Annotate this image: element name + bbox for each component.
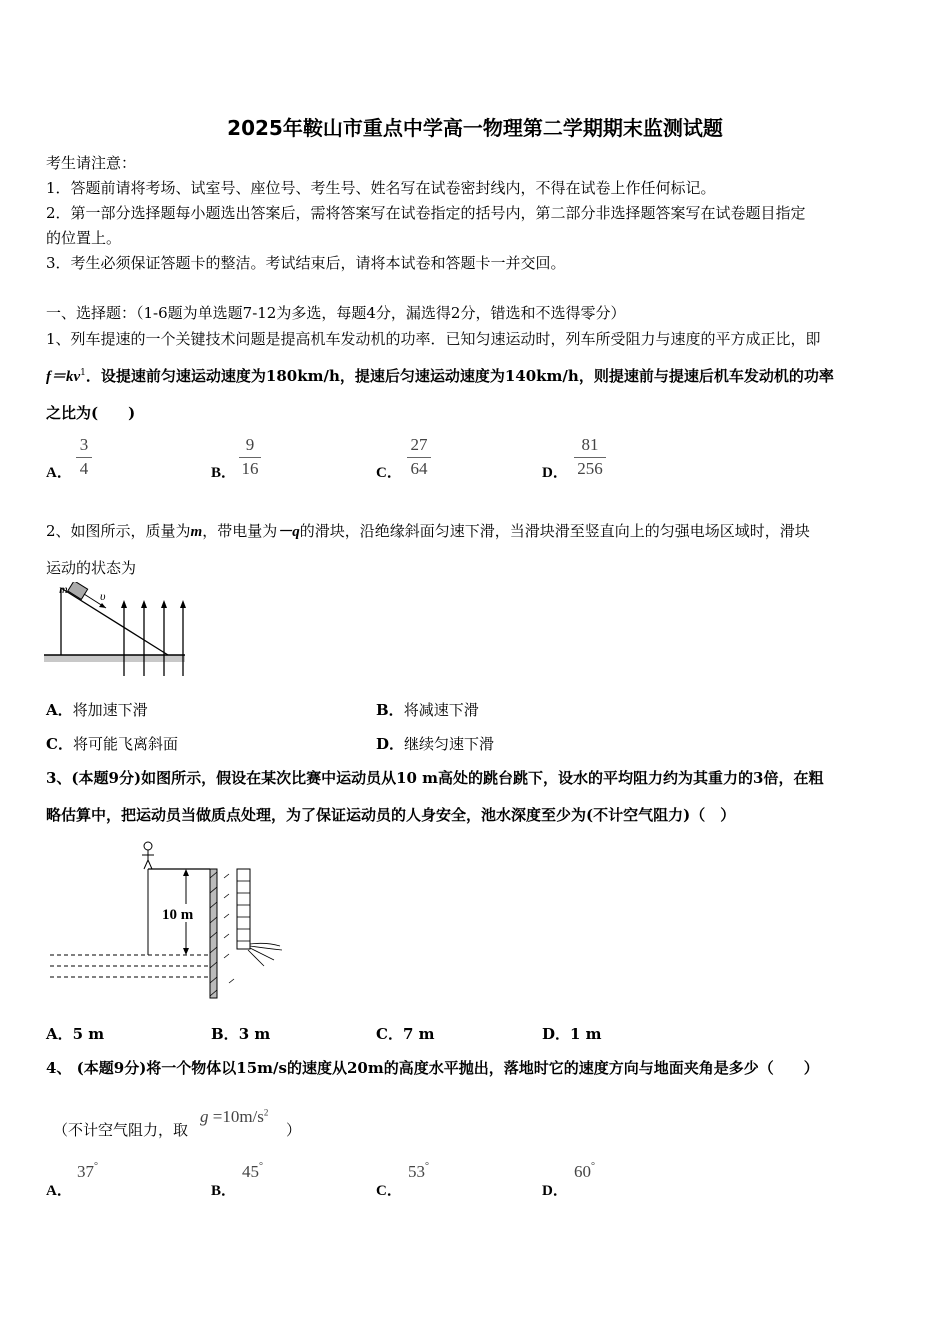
fraction-numerator: 27 [410, 435, 428, 454]
angle-value: 53 [408, 1162, 425, 1181]
option-text: 将可能飞离斜面 [72, 735, 178, 753]
notice-item: 1．答题前请将考场、试室号、座位号、考生号、姓名写在试卷密封线内，不得在试卷上作任何标记。 [46, 179, 716, 197]
q2-mass-symbol: m [190, 524, 203, 540]
q4-option-c-letter: C． [376, 1183, 402, 1199]
diver-figure [142, 842, 154, 869]
q3-diving-figure [44, 838, 289, 1003]
option-text: 将加速下滑 [72, 701, 148, 719]
height-arrowhead-bottom [183, 948, 189, 955]
degree-symbol: ° [425, 1161, 429, 1172]
option-letter: D． [376, 735, 405, 753]
angle-value: 37 [77, 1162, 94, 1181]
option-letter: A． [46, 701, 73, 719]
sliding-block [68, 582, 88, 599]
q2-text-part: ，带电量为 [202, 522, 278, 540]
incline-slope [61, 588, 168, 655]
q1-option-a-fraction [76, 435, 92, 479]
q4-option-b-angle [242, 1161, 263, 1182]
q4-option-a-letter: A． [46, 1183, 72, 1199]
height-arrowhead-top [183, 869, 189, 876]
q3-option-d [542, 1023, 602, 1044]
q4-option-c-angle [408, 1161, 429, 1182]
q1-text-line3: 之比为( ) [46, 404, 136, 422]
q2-option-c [46, 733, 178, 754]
q1-option-c-fraction [407, 435, 431, 479]
q2-charge-symbol: －q [277, 524, 300, 540]
q4-note-pre: （不计空气阻力，取 [53, 1121, 189, 1139]
option-letter: D． [542, 1025, 571, 1043]
electric-field-arrowheads [121, 600, 186, 608]
notice-item: 的位置上。 [46, 229, 122, 247]
fraction-denominator: 256 [577, 459, 603, 478]
gravity-symbol: g [200, 1107, 209, 1126]
q1-text-line2 [46, 365, 834, 386]
tower-rungs [237, 881, 250, 941]
q1-option-a-letter: A． [46, 465, 72, 481]
fraction-numerator: 9 [245, 435, 255, 454]
fraction-numerator: 81 [581, 435, 599, 454]
q3-option-b [211, 1023, 270, 1044]
q3-text-line2: 略估算中，把运动员当做质点处理，为了保证运动员的人身安全，池水深度至少为(不计空气阻力)（ ） [46, 806, 736, 824]
option-letter: B． [211, 1025, 239, 1043]
fraction-bar [76, 457, 92, 458]
angle-value: 60 [574, 1162, 591, 1181]
notice-item: 2．第一部分选择题每小题选出答案后，需将答案写在试卷指定的括号内，第二部分非选择题答案写在试卷题目指定 [46, 204, 806, 222]
fraction-bar [239, 457, 261, 458]
q2-text-line1 [46, 520, 810, 541]
fraction-denominator: 4 [79, 459, 89, 478]
degree-symbol: ° [591, 1161, 595, 1172]
option-text: 7 m [402, 1025, 435, 1043]
electric-field-lines [124, 605, 183, 676]
q2-option-d [376, 733, 494, 754]
fraction-denominator: 64 [410, 459, 428, 478]
fraction-bar [407, 457, 431, 458]
water-surface-lines [50, 955, 208, 977]
gravity-value: =10m/s [212, 1107, 264, 1126]
option-text: 3 m [238, 1025, 271, 1043]
option-letter: A． [46, 1025, 73, 1043]
degree-symbol: ° [259, 1161, 263, 1172]
q1-text-line1: 1、列车提速的一个关键技术问题是提高机车发动机的功率．已知匀速运动时，列车所受阻力与速度的平方成正比，即 [46, 330, 821, 348]
q2-option-b [376, 699, 479, 720]
option-text: 1 m [570, 1025, 602, 1043]
q1-formula: f＝kv [46, 369, 81, 385]
q3-option-a [46, 1023, 104, 1044]
q4-option-a-angle [77, 1161, 98, 1182]
q2-incline-figure [44, 582, 189, 678]
q4-option-b-letter: B． [211, 1183, 237, 1199]
fraction-denominator: 16 [241, 459, 259, 478]
q3-text-line1: 3、(本题9分)如图所示，假设在某次比赛中运动员从10 m高处的跳台跳下，设水的平均阻力约为其重力的3倍，在粗 [46, 769, 824, 787]
option-text: 将减速下滑 [403, 701, 479, 719]
q1-option-b-fraction [239, 435, 261, 479]
page-title: 2025年鞍山市重点中学高一物理第二学期期末监测试题 [227, 116, 723, 140]
splash-lines [248, 943, 282, 966]
block-mass-label: m [59, 582, 68, 596]
q1-formula-sup: 1 [80, 368, 86, 378]
q2-option-a [46, 699, 148, 720]
option-text: 继续匀速下滑 [404, 735, 495, 753]
q1-option-c-letter: C． [376, 465, 402, 481]
q4-option-d-letter: D． [542, 1183, 568, 1199]
q1-option-b-letter: B． [211, 465, 237, 481]
fraction-bar [574, 457, 606, 458]
q1-option-d-fraction [574, 435, 606, 479]
degree-symbol: ° [94, 1161, 98, 1172]
height-label: 10 m [162, 907, 194, 923]
q1-option-d-letter: D． [542, 465, 568, 481]
notice-heading: 考生请注意： [46, 154, 137, 172]
q2-text-line2: 运动的状态为 [46, 559, 137, 577]
option-letter: B． [376, 701, 404, 719]
option-letter: C． [46, 735, 73, 753]
notice-item: 3．考生必须保证答题卡的整洁。考试结束后，请将本试卷和答题卡一并交回。 [46, 254, 566, 272]
q4-note-post: ） [286, 1121, 302, 1139]
q2-text-part: 的滑块，沿绝缘斜面匀速下滑，当滑块滑至竖直向上的匀强电场区域时，滑块 [299, 522, 810, 540]
option-letter: C． [376, 1025, 403, 1043]
angle-value: 45 [242, 1162, 259, 1181]
q2-text-part: 2、如图所示，质量为 [46, 522, 191, 540]
option-text: 5 m [72, 1025, 105, 1043]
q4-option-d-angle [574, 1161, 595, 1182]
q3-option-c [376, 1023, 434, 1044]
q4-gravity-formula [200, 1107, 268, 1127]
q1-line2-text: ．设提速前匀速运动速度为180km/h，提速后匀速运动速度为140km/h，则提速前与提速后机车发动机的功率 [85, 367, 834, 385]
gravity-exponent: 2 [263, 1107, 269, 1118]
q4-text-line1: 4、 (本题9分)将一个物体以15m/s的速度从20m的高度水平抛出，落地时它的速度方向与地面夹角是多少（ ） [46, 1059, 819, 1077]
fraction-numerator: 3 [79, 435, 89, 454]
velocity-label: υ [100, 589, 106, 603]
section-heading: 一、选择题：（1-6题为单选题7-12为多选，每题4分，漏选得2分，错选和不选得零分） [46, 304, 626, 322]
tower-ticks [224, 874, 234, 983]
